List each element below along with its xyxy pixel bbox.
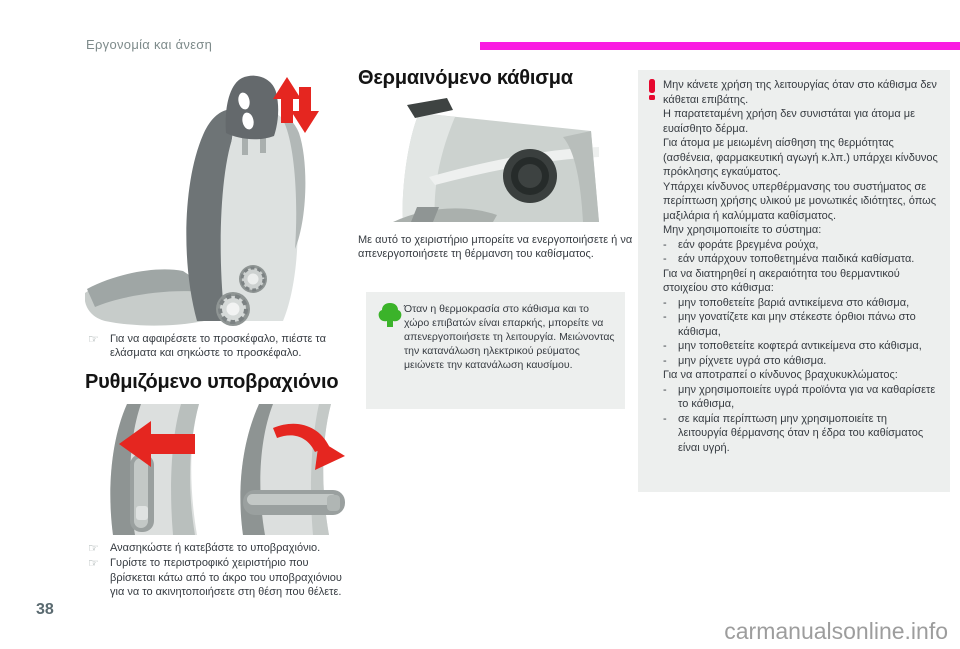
- headrest-instruction-text: Για να αφαιρέσετε το προσκέφαλο, πιέστε τα ελάσματα και σηκώστε το προσκέφαλο.: [110, 333, 326, 360]
- armrest-instruction-2: ☞ Γυρίστε το περιστροφικό χειριστήριο που βρίσκεται κάτω από το άκρο του υποβραχιόνιου για να το ακινητοποιήσετε στη θέση που θέλετε.: [88, 556, 342, 598]
- section-header: Εργονομία και άνεση: [86, 37, 213, 52]
- armrest-instruction-1: ☞ Ανασηκώστε ή κατεβάστε το υποβραχιόνιο.: [88, 541, 321, 555]
- headrest-instruction: [88, 332, 350, 361]
- exclamation-icon: [649, 79, 656, 100]
- armrest-instructions: [88, 541, 354, 600]
- warning-box: [638, 70, 950, 492]
- armrest-folded-illustration: [99, 404, 205, 535]
- pointer-hand-icon: ☞: [88, 332, 99, 346]
- watermark: carmanualsonline.info: [724, 618, 948, 644]
- pointer-hand-icon: ☞: [88, 556, 99, 571]
- heated-seat-control-illustration: [393, 97, 603, 222]
- heated-seat-description: Με αυτό το χειριστήριο μπορείτε να ενεργοποιήσετε ή να απενεργοποιήσετε τη θέρμανση του καθίσματος.: [358, 234, 633, 261]
- accent-bar: [480, 42, 960, 50]
- armrest-section-heading: Ρυθμιζόμενο υποβραχιόνιο: [85, 371, 339, 393]
- page-number: 38: [36, 601, 54, 618]
- heated-seat-heading: Θερμαινόμενο κάθισμα: [358, 67, 573, 89]
- warning-text: Μην κάνετε χρήση της λειτουργίας όταν στο κάθισμα δεν κάθεται επιβάτης. Η παρατεταμένη χρήση δεν συνιστάται για άτομα με ευαίσθητο δέρμα. Για άτομα με μειωμένη αίσθηση της θερμότητας (ασθένεια, φαρμακευτική αγωγή κ.λπ.) υπάρχει κίνδυνος πρόκλησης εγκαύματος. Υπάρχει κίνδυνος υπερθέρμανσης του συστήματος σε περίπτωση χρήσης υλικού με μονωτικές ιδιότητες, όπως μαξιλάρια ή καλύμματα καθίσματος. Μην χρησιμοποιείτε το σύστημα: - εάν φοράτε βρεγμένα ρούχα, - εάν υπάρχουν τοποθετημένα παιδικά καθίσματα. Για να διατηρηθεί η ακεραιότητα του θερμαντικού στοιχείου στο κάθισμα: - μην τοποθετείτε βαριά αντικείμενα στο κάθισμα, - μην γονατίζετε και μην στέκεστε όρθιοι πάνω στο κάθισμα, - μην τοποθετείτε κοφτερά αντικείμενα στο κάθισμα, - μην ρίχνετε υγρά στο κάθισμα. Για να αποτραπεί ο κίνδυνος βραχυκυκλώματος: - μην χρησιμοποιείτε υγρά προϊόντα για να καθαρίσετε το κάθισμα, - σε καμία περίπτωση μην χρησιμοποιείτε τη λειτουργία θέρμανσης όταν η έδρα του καθίσματος είναι υγρή.: [663, 79, 938, 454]
- armrest-extended-illustration: [217, 404, 347, 535]
- pointer-hand-icon: ☞: [88, 541, 99, 555]
- tree-icon: [378, 302, 402, 328]
- headrest-adjust-illustration: [85, 73, 345, 329]
- eco-note-box: [366, 292, 625, 409]
- eco-note-text: Όταν η θερμοκρασία στο κάθισμα και το χώρο επιβατών είναι επαρκής, μπορείτε να απενεργοποιήσετε τη λειτουργία. Μειώνοντας την κατανάλωση ηλεκτρικού ρεύματος μειώνετε την κατανάλωση καυσίμου.: [404, 303, 615, 371]
